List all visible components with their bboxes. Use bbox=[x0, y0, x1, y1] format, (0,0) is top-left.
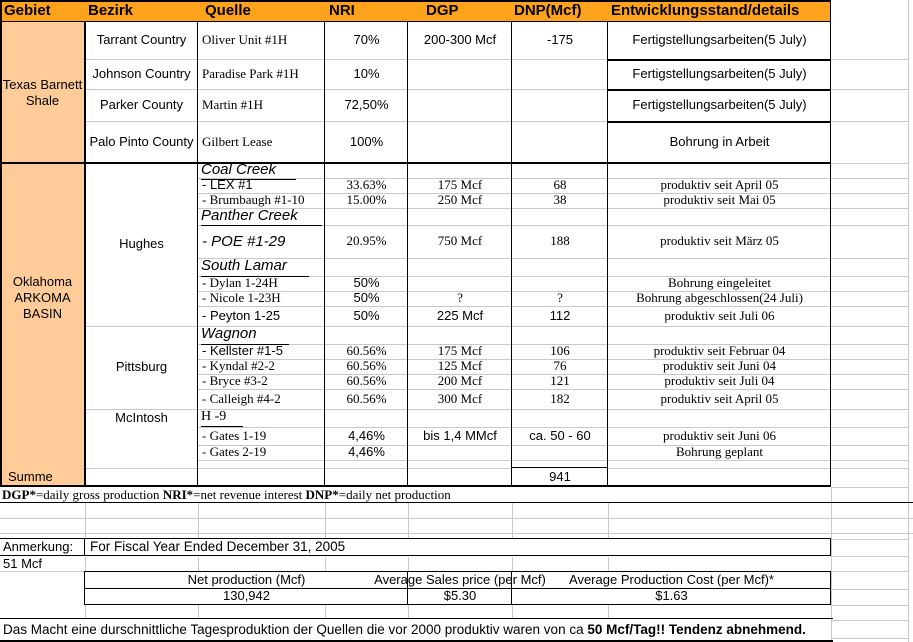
details-cell: Bohrung geplant bbox=[675, 444, 763, 460]
quelle-cell: - Dylan 1-24H bbox=[202, 275, 278, 291]
quelle-cell: - Calleigh #4-2 bbox=[202, 390, 281, 406]
quelle-cell: - Peyton 1-25 bbox=[202, 307, 281, 323]
quelle-cell: - Gates 1-19 bbox=[202, 427, 267, 443]
dnp-cell: 68 bbox=[553, 177, 567, 193]
nri-cell: 60.56% bbox=[346, 390, 387, 406]
gridline bbox=[831, 556, 908, 557]
legend-segment: =net revenue interest bbox=[193, 486, 306, 502]
details-cell: produktiv seit April 05 bbox=[660, 177, 779, 193]
dgp-cell: 200 Mcf bbox=[437, 373, 483, 389]
legend bbox=[2, 487, 702, 503]
gridline bbox=[831, 276, 908, 277]
details-cell: produktiv seit Mai 05 bbox=[663, 192, 776, 208]
dnp-cell: ca. 50 - 60 bbox=[529, 427, 591, 443]
dgp-cell: 200-300 Mcf bbox=[423, 32, 497, 48]
footer-segment: 50 Mcf/Tag!! Tendenz abnehmend. bbox=[587, 621, 806, 637]
details-cell: produktiv seit Juli 04 bbox=[664, 373, 775, 389]
gridline bbox=[831, 89, 908, 90]
bezirk-cell: Hughes bbox=[119, 236, 164, 252]
bezirk-cell: Parker County bbox=[99, 96, 184, 112]
quelle-group-label bbox=[198, 258, 328, 276]
legend-segment: =daily net production bbox=[338, 486, 451, 502]
nri-cell: 4,46% bbox=[348, 444, 385, 460]
gridline bbox=[608, 605, 609, 618]
nri-cell: 15.00% bbox=[346, 192, 387, 208]
gridline bbox=[608, 468, 831, 469]
summe-label: Summe bbox=[8, 469, 53, 485]
gridline bbox=[831, 193, 908, 194]
quelle-group-label bbox=[198, 208, 328, 225]
gridline bbox=[831, 539, 908, 540]
details-cell: Bohrung in Arbeit bbox=[669, 133, 770, 149]
summe-total: 941 bbox=[549, 469, 571, 485]
summary-value-avg-production-cost: $1.63 bbox=[655, 588, 688, 604]
gridline bbox=[408, 503, 409, 538]
legend-segment: =daily gross production bbox=[35, 486, 163, 502]
dgp-cell: 125 Mcf bbox=[437, 358, 483, 374]
gridline bbox=[831, 571, 908, 572]
nri-cell: 50% bbox=[353, 307, 380, 323]
gridline bbox=[325, 557, 326, 571]
anmerkung-value: For Fiscal Year Ended December 31, 2005 bbox=[90, 539, 346, 555]
gridline bbox=[831, 460, 908, 461]
quelle-cell: Martin #1H bbox=[202, 96, 264, 112]
border-line bbox=[0, 640, 833, 642]
nri-cell: 10% bbox=[353, 65, 380, 81]
group-label-text: South Lamar bbox=[201, 257, 309, 276]
gridline bbox=[831, 389, 908, 390]
quelle-cell: Gilbert Lease bbox=[202, 133, 273, 149]
gridline bbox=[831, 359, 908, 360]
gridline bbox=[831, 589, 908, 590]
legend-segment: DNP* bbox=[305, 486, 339, 502]
dgp-cell: bis 1,4 MMcf bbox=[423, 427, 497, 443]
group-label-text: Coal Creek bbox=[201, 161, 296, 180]
area-oklahoma: Oklahoma ARKOMA BASIN bbox=[12, 273, 73, 321]
gridline bbox=[831, 121, 908, 122]
quelle-cell: - Brumbaugh #1-10 bbox=[202, 192, 305, 208]
bezirk-cell: Tarrant Country bbox=[96, 32, 187, 48]
note-51mcf: 51 Mcf bbox=[3, 555, 43, 571]
gridline bbox=[831, 487, 908, 488]
quelle-cell: - POE #1-29 bbox=[202, 232, 286, 250]
bezirk-cell: McIntosh bbox=[115, 409, 168, 425]
gridline bbox=[325, 605, 326, 618]
gridline bbox=[0, 518, 913, 519]
gridline bbox=[831, 178, 908, 179]
dgp-cell: 175 Mcf bbox=[437, 343, 483, 359]
quelle-cell: Paradise Park #1H bbox=[202, 65, 299, 81]
gridline bbox=[831, 306, 908, 307]
gridline bbox=[198, 557, 199, 571]
details-cell: produktiv seit Juni 04 bbox=[662, 358, 777, 374]
gridline bbox=[608, 503, 609, 538]
dnp-cell: -175 bbox=[546, 32, 574, 48]
details-cell: Bohrung eingeleitet bbox=[668, 275, 771, 291]
legend-segment: DGP* bbox=[2, 486, 36, 502]
quelle-cell: - Bryce #3-2 bbox=[202, 373, 268, 389]
gridline bbox=[831, 291, 908, 292]
nri-cell: 60.56% bbox=[346, 358, 387, 374]
details-cell: produktiv seit Juni 06 bbox=[662, 427, 777, 443]
gridline bbox=[408, 557, 409, 571]
footer-note bbox=[3, 619, 831, 640]
dnp-cell: ? bbox=[557, 290, 563, 306]
gridline bbox=[608, 557, 609, 571]
details-cell: produktiv seit April 05 bbox=[660, 390, 779, 406]
gridline bbox=[831, 344, 908, 345]
details-cell: Fertigstellungsarbeiten(5 July) bbox=[632, 32, 807, 48]
dnp-cell: 188 bbox=[550, 233, 570, 249]
gridline bbox=[831, 620, 908, 621]
gridline bbox=[831, 208, 908, 209]
gridline bbox=[831, 427, 908, 428]
header-cell-dnp: DNP(Mcf) bbox=[514, 1, 582, 19]
summary-header-avg-production-cost: Average Production Cost (per Mcf)* bbox=[569, 571, 774, 587]
header-cell-gebiet: Gebiet bbox=[4, 1, 51, 19]
gridline bbox=[0, 533, 913, 534]
group-label-text: Panther Creek bbox=[201, 207, 322, 226]
nri-cell: 72,50% bbox=[344, 96, 389, 112]
header-cell-bezirk: Bezirk bbox=[88, 1, 134, 19]
dnp-cell: 106 bbox=[550, 343, 570, 359]
dnp-cell: 182 bbox=[550, 390, 570, 406]
dgp-cell: 225 Mcf bbox=[436, 307, 484, 323]
dgp-cell: ? bbox=[457, 290, 463, 306]
gridline bbox=[831, 605, 908, 606]
dgp-cell: 750 Mcf bbox=[437, 233, 483, 249]
group-label-text: Wagnon bbox=[201, 325, 289, 344]
gridline bbox=[198, 503, 199, 538]
footer-segment: Das Macht eine durschnittliche Tagesproduktion der Quellen die vor 2000 produktiv waren von ca bbox=[3, 621, 588, 637]
gridline bbox=[512, 605, 513, 618]
nri-cell: 4,46% bbox=[348, 427, 385, 443]
gridline bbox=[831, 374, 908, 375]
dgp-cell: 250 Mcf bbox=[437, 192, 483, 208]
header-cell-dgp: DGP bbox=[426, 1, 459, 19]
dnp-cell: 112 bbox=[549, 307, 571, 323]
details-cell: Fertigstellungsarbeiten(5 July) bbox=[632, 96, 807, 112]
bezirk-cell: Pittsburg bbox=[115, 359, 168, 375]
nri-cell: 70% bbox=[353, 32, 380, 48]
quelle-cell: - Gates 2-19 bbox=[202, 444, 267, 460]
quelle-group-label bbox=[198, 160, 328, 178]
nri-cell: 20.95% bbox=[346, 233, 387, 249]
bezirk-cell: Johnson Country bbox=[92, 65, 191, 81]
header-cell-quelle: Quelle bbox=[205, 1, 251, 19]
details-cell: produktiv seit Februar 04 bbox=[653, 343, 786, 359]
group-label-text: H -9 bbox=[201, 409, 243, 427]
summary-header-avg-sales-price: Average Sales price (per Mcf) bbox=[374, 571, 546, 587]
dnp-cell: 121 bbox=[550, 373, 570, 389]
legend-segment: NRI* bbox=[162, 486, 194, 502]
gridline bbox=[85, 605, 86, 618]
gridline bbox=[831, 258, 908, 259]
dgp-cell: 175 Mcf bbox=[437, 177, 483, 193]
quelle-cell: - LEX #1 bbox=[202, 177, 253, 193]
dgp-cell: 300 Mcf bbox=[437, 390, 483, 406]
quelle-cell: - Nicole 1-23H bbox=[202, 290, 281, 306]
nri-cell: 100% bbox=[349, 133, 384, 149]
header-cell-details: Entwicklungsstand/details bbox=[611, 1, 800, 19]
gridline bbox=[831, 409, 908, 410]
quelle-group-label bbox=[198, 409, 328, 427]
nri-cell: 50% bbox=[353, 275, 380, 291]
nri-cell: 33.63% bbox=[346, 177, 387, 193]
details-cell: produktiv seit März 05 bbox=[660, 233, 779, 249]
gridline bbox=[408, 605, 409, 618]
dnp-cell: 38 bbox=[553, 192, 567, 208]
header-cell-nri: NRI bbox=[329, 1, 355, 19]
gridline bbox=[325, 503, 326, 538]
gridline bbox=[831, 59, 908, 60]
gridline bbox=[831, 468, 908, 469]
nri-cell: 60.56% bbox=[346, 343, 387, 359]
summary-value-avg-sales-price: $5.30 bbox=[443, 588, 477, 604]
nri-cell: 60.56% bbox=[346, 373, 387, 389]
gridline bbox=[512, 503, 513, 538]
quelle-cell: Oliver Unit #1H bbox=[202, 32, 288, 48]
quelle-group-label bbox=[198, 326, 328, 344]
gridline bbox=[908, 0, 909, 642]
details-cell: produktiv seit Juli 06 bbox=[664, 307, 775, 323]
gridline bbox=[85, 468, 511, 469]
border-line bbox=[85, 604, 831, 605]
gridline bbox=[85, 503, 86, 538]
gridline bbox=[831, 326, 908, 327]
gridline bbox=[198, 605, 199, 618]
bezirk-cell: Palo Pinto County bbox=[89, 133, 194, 149]
area-texas: Texas Barnett Shale bbox=[2, 76, 83, 108]
gridline bbox=[831, 225, 908, 226]
quelle-cell: - Kyndal #2-2 bbox=[202, 358, 275, 374]
gridline bbox=[831, 163, 908, 164]
quelle-cell: - Kellster #1-5 bbox=[202, 343, 283, 359]
details-cell: Bohrung abgeschlossen(24 Juli) bbox=[636, 290, 803, 306]
anmerkung-label: Anmerkung: bbox=[3, 539, 74, 555]
summary-value-net-production: 130,942 bbox=[223, 588, 270, 604]
summary-header-net-production: Net production (Mcf) bbox=[187, 571, 306, 587]
dnp-cell: 76 bbox=[553, 358, 567, 374]
border-line bbox=[830, 538, 831, 556]
gridline bbox=[831, 638, 908, 639]
gridline bbox=[512, 557, 513, 571]
gridline bbox=[831, 445, 908, 446]
details-cell: Fertigstellungsarbeiten(5 July) bbox=[632, 65, 807, 81]
nri-cell: 50% bbox=[353, 290, 380, 306]
